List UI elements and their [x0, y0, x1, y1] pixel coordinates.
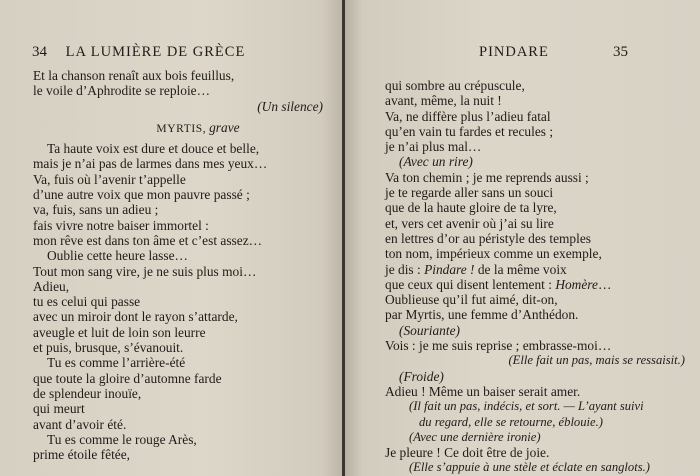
- verse-text: …: [597, 276, 612, 292]
- verse-line: par Myrtis, une femme d’Anthédon.: [385, 307, 579, 323]
- verse-line: fais vivre notre baiser immortel :: [33, 217, 209, 233]
- verse-line: en lettres d’or au péristyle des temples: [385, 230, 591, 246]
- verse-line: qui sombre au crépuscule,: [385, 78, 525, 93]
- verse-line: Et la chanson renaît aux bois feuillus,: [33, 68, 235, 83]
- stage-direction: du regard, elle se retourne, éblouie.): [419, 414, 603, 429]
- name-pindare: Pindare !: [424, 261, 475, 277]
- verse-line: avant, même, la nuit !: [385, 93, 502, 109]
- right-running-head: PINDARE: [479, 44, 549, 60]
- verse-line: mon rêve est dans ton âme et c’est assez…: [33, 232, 263, 248]
- verse-line: le voile d’Aphrodite se reploie…: [33, 83, 211, 99]
- stage-direction: (Avec une dernière ironie): [409, 429, 541, 444]
- verse-line: avec un miroir dont le rayon s’attarde,: [33, 309, 238, 325]
- verse-line: va, fuis, sans un adieu ;: [33, 202, 159, 218]
- verse-line: Oublie cette heure lasse…: [47, 248, 188, 264]
- verse-line: je n’ai plus mal…: [385, 139, 482, 155]
- stage-direction: (Souriante): [399, 322, 460, 338]
- verse-text: de la même voix: [474, 261, 567, 277]
- left-page-header: [32, 44, 245, 61]
- verse-line: tu es celui qui passe: [33, 294, 141, 310]
- verse-line: Va, ne diffère plus l’adieu fatal: [385, 108, 551, 124]
- speaker-label: [33, 120, 323, 135]
- name-homere: Homère: [555, 276, 598, 292]
- verse-line: Vois : je me suis reprise ; embrasse-moi…: [385, 338, 612, 354]
- verse-line: Va ton chemin ; je me reprends aussi ;: [385, 169, 589, 185]
- verse-line: de splendeur inouïe,: [33, 385, 142, 401]
- stage-direction: (Elle s’appuie à une stèle et éclate en sanglots.): [409, 460, 650, 475]
- verse-line: avant d’avoir été.: [33, 416, 127, 432]
- verse-line: prime étoile fêtée,: [33, 447, 131, 463]
- right-text-block: [385, 78, 685, 476]
- verse-line: [385, 262, 685, 277]
- stage-direction: (Il fait un pas, indécis, et sort. — L’ayant suivi: [409, 399, 644, 414]
- left-page-number: 34: [32, 44, 47, 60]
- left-running-head: LA LUMIÈRE DE GRÈCE: [65, 44, 246, 60]
- verse-line: Je pleure ! Ce doit être de joie.: [385, 445, 550, 461]
- left-page: [0, 0, 342, 476]
- verse-line: et puis, brusque, s’évanouit.: [33, 340, 184, 356]
- right-page-number: 35: [613, 44, 628, 60]
- verse-line: que toute la gloire d’automne farde: [33, 370, 222, 386]
- verse-line: je te regarde aller sans un souci: [385, 185, 554, 201]
- verse-line: Oublieuse qu’il fut aimé, dit-on,: [385, 292, 558, 308]
- verse-line: Adieu ! Même un baiser serait amer.: [385, 383, 581, 399]
- verse-line: qui meurt: [33, 401, 85, 417]
- stage-direction: (Elle fait un pas, mais se ressaisit.): [508, 353, 685, 368]
- verse-line: que de la haute gloire de ta lyre,: [385, 200, 557, 216]
- verse-line: Tu es comme l’arrière-été: [47, 355, 186, 371]
- verse-line: ton nom, impérieux comme un exemple,: [385, 246, 602, 262]
- left-text-block: [33, 68, 323, 462]
- stage-direction: (Froide): [399, 368, 444, 384]
- verse-line: Tout mon sang vire, je ne suis plus moi…: [33, 263, 257, 279]
- verse-line: Tu es comme le rouge Arès,: [47, 431, 197, 447]
- verse-line: d’une autre voix que mon pauvre passé ;: [33, 187, 250, 203]
- verse-line: aveugle et luit de loin son leurre: [33, 324, 206, 340]
- verse-line: Ta haute voix est dure et douce et belle,: [47, 141, 260, 157]
- verse-line: Adieu,: [33, 278, 70, 294]
- verse-text: que ceux qui disent lentement :: [385, 276, 556, 292]
- right-page: [345, 0, 700, 476]
- verse-line: [385, 277, 685, 292]
- stage-direction: (Un silence): [257, 98, 323, 114]
- speaker-manner: grave: [209, 119, 240, 135]
- verse-line: mais je n’ai pas de larmes dans mes yeux…: [33, 156, 268, 172]
- speaker-name: MYRTIS,: [156, 122, 207, 135]
- verse-line: Va, fuis où l’avenir t’appelle: [33, 171, 186, 187]
- verse-line: qu’en vain tu fardes et recules ;: [385, 123, 554, 139]
- verse-line: et, vers cet avenir où j’ai su lire: [385, 215, 554, 231]
- stage-direction: (Avec un rire): [399, 154, 473, 170]
- verse-text: je dis :: [385, 261, 425, 277]
